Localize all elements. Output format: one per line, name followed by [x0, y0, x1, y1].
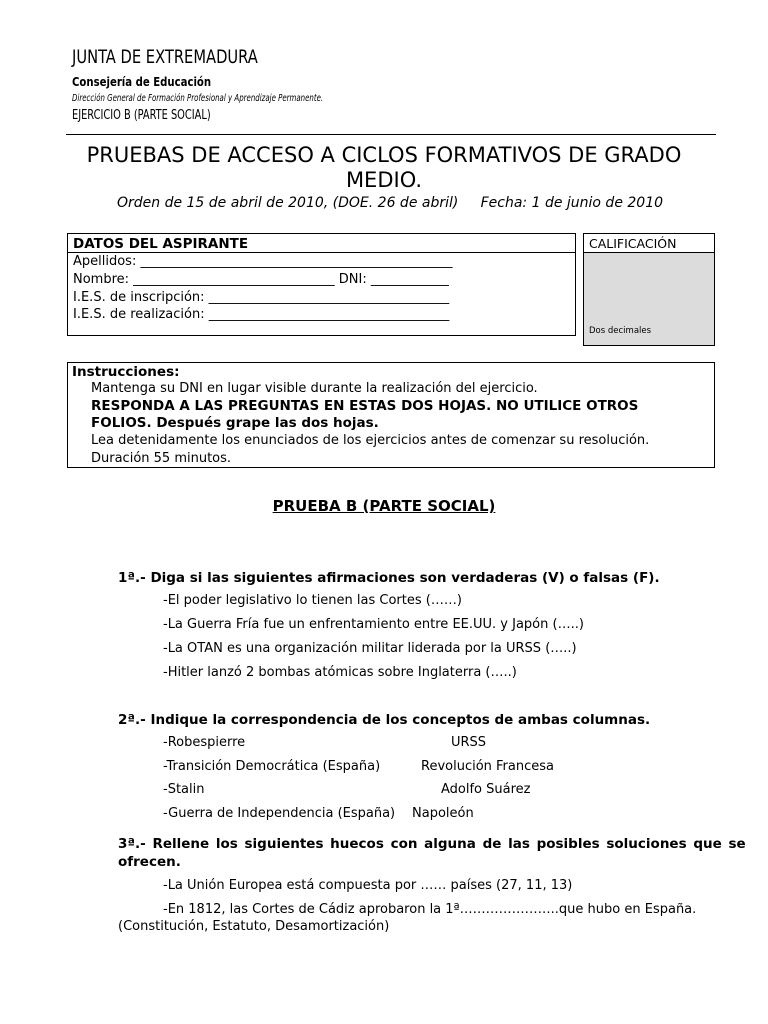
- q2-left-item: -Guerra de Independencia (España): [163, 806, 396, 821]
- header-divider: [66, 134, 716, 135]
- question-1: 1ª.- Diga si las siguientes afirmaciones son verdaderas (V) o falsas (F).: [118, 570, 660, 586]
- instructions-box: [67, 362, 715, 468]
- q1-item: -La Guerra Fría fue un enfrentamiento entre EE.UU. y Japón (…..): [163, 617, 584, 632]
- instruction-line: RESPONDA A LAS PREGUNTAS EN ESTAS DOS HOJAS. NO UTILICE OTROS: [91, 398, 639, 414]
- grade-box: [583, 233, 715, 346]
- q3-item-options: (Constitución, Estatuto, Desamortización): [118, 919, 390, 934]
- ies-realizacion-field[interactable]: I.E.S. de realización: _____________________________________: [73, 307, 450, 322]
- grade-header: [584, 234, 714, 253]
- q2-right-item: Adolfo Suárez: [441, 782, 531, 797]
- direction-name: Dirección General de Formación Profesional y Aprendizaje Permanente.: [72, 93, 324, 104]
- q1-item: -Hitler lanzó 2 bombas atómicas sobre Inglaterra (…..): [163, 665, 517, 680]
- order-date-line: Orden de 15 de abril de 2010, (DOE. 26 de abril) Fecha: 1 de junio de 2010: [116, 195, 664, 211]
- org-name: JUNTA DE EXTREMADURA: [72, 46, 258, 68]
- q2-right-item: URSS: [451, 735, 487, 750]
- question-2: 2ª.- Indique la correspondencia de los conceptos de ambas columnas.: [118, 712, 651, 728]
- applicant-data-header: [68, 234, 575, 253]
- instruction-line: Lea detenidamente los enunciados de los ejercicios antes de comenzar su resolución.: [91, 433, 650, 448]
- department-name: Consejería de Educación: [72, 74, 212, 89]
- q2-left-item: -Stalin: [163, 782, 205, 797]
- instruction-line: FOLIOS. Después grape las dos hojas.: [91, 415, 379, 431]
- nombre-dni-field[interactable]: Nombre: _______________________________ DNI: ____________: [73, 272, 449, 287]
- page-title-line1: PRUEBAS DE ACCESO A CICLOS FORMATIVOS DE GRADO: [86, 143, 682, 167]
- page-title-line2: MEDIO.: [345, 168, 423, 192]
- q2-left-item: -Transición Democrática (España): [163, 759, 381, 774]
- exercise-label: EJERCICIO B (PARTE SOCIAL): [72, 108, 211, 123]
- apellidos-field[interactable]: Apellidos: ________________________________________________: [73, 254, 453, 269]
- question-3: 3ª.- Rellene los siguientes huecos con alguna de las posibles soluciones que se: [118, 836, 746, 852]
- instruction-line: Mantenga su DNI en lugar visible durante la realización del ejercicio.: [91, 381, 538, 396]
- instruction-line: Duración 55 minutos.: [91, 451, 232, 466]
- ies-inscripcion-field[interactable]: I.E.S. de inscripción: _____________________________________: [73, 290, 450, 305]
- applicant-data-title: DATOS DEL ASPIRANTE: [73, 236, 249, 252]
- test-title: PRUEBA B (PARTE SOCIAL): [272, 497, 496, 515]
- grade-note: Dos decimales: [589, 326, 652, 336]
- q1-item: -La OTAN es una organización militar liderada por la URSS (…..): [163, 641, 577, 656]
- applicant-data-box: [67, 233, 576, 336]
- q3-item: -La Unión Europea está compuesta por …… países (27, 11, 13): [163, 878, 573, 893]
- q2-right-item: Revolución Francesa: [421, 759, 554, 774]
- q2-right-item: Napoleón: [412, 806, 474, 821]
- q1-item: -El poder legislativo lo tienen las Cortes (……): [163, 593, 462, 608]
- instructions-title: Instrucciones:: [72, 364, 180, 380]
- grade-title: CALIFICACIÓN: [589, 236, 677, 251]
- q3-item: -En 1812, las Cortes de Cádiz aprobaron la 1ª…………………..que hubo en España.: [163, 902, 697, 917]
- q2-left-item: -Robespierre: [163, 735, 246, 750]
- question-3-cont: ofrecen.: [118, 854, 181, 870]
